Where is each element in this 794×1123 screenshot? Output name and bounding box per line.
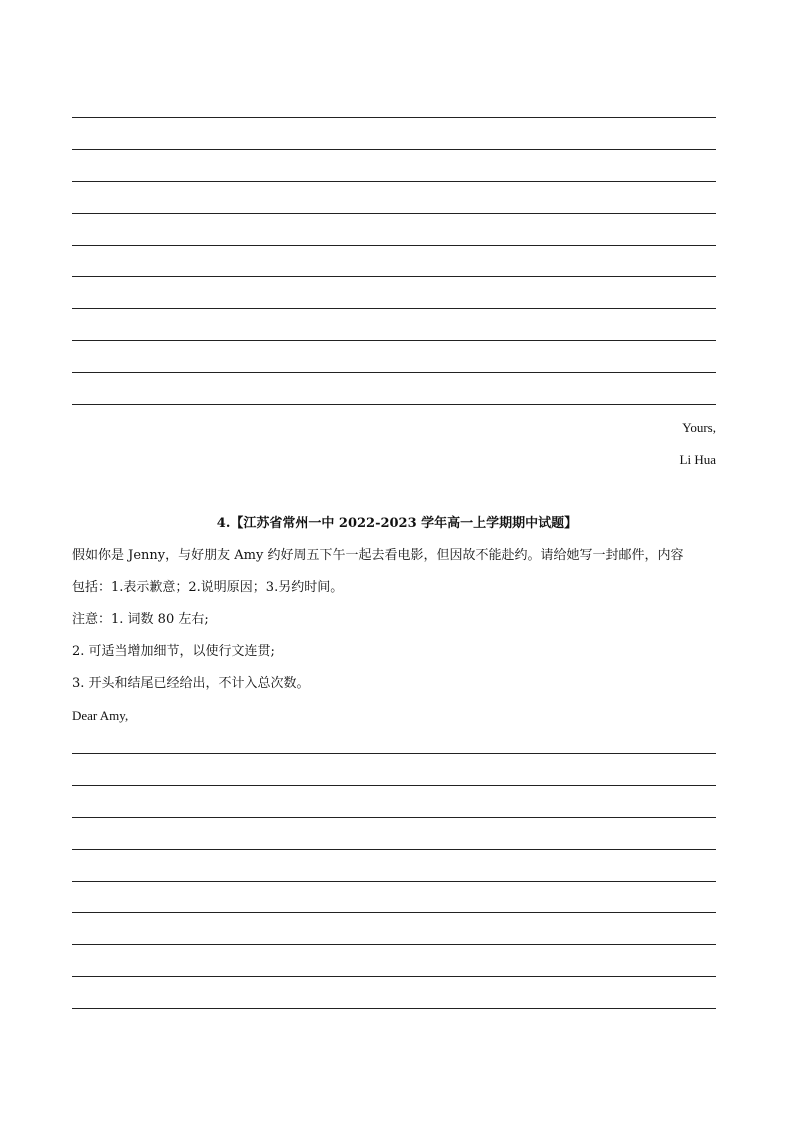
question-title: 4.【江苏省常州一中 2022-2023 学年高一上学期期中试题】 [216, 516, 578, 531]
answer-line[interactable] [72, 181, 716, 182]
answer-line[interactable] [72, 944, 716, 945]
answer-line[interactable] [72, 912, 716, 913]
answer-line[interactable] [72, 308, 716, 309]
answer-line[interactable] [72, 785, 716, 786]
letter-greeting: Dear Amy, [72, 708, 129, 723]
answer-line[interactable] [72, 245, 716, 246]
answer-line[interactable] [72, 881, 716, 882]
question-prompt-line-1: 假如你是 Jenny，与好朋友 Amy 约好周五下午一起去看电影，但因故不能赴约。请给她写一封邮件，内容 [72, 548, 684, 563]
answer-line[interactable] [72, 149, 716, 150]
answer-line[interactable] [72, 340, 716, 341]
question-note-3: 3. 开头和结尾已经给出，不计入总次数。 [72, 676, 310, 691]
answer-line[interactable] [72, 372, 716, 373]
answer-line[interactable] [72, 817, 716, 818]
answer-line[interactable] [72, 753, 716, 754]
question-prompt-line-2: 包括：1.表示歉意；2.说明原因；3.另约时间。 [72, 580, 344, 595]
answer-line[interactable] [72, 117, 716, 118]
letter-signature: Li Hua [679, 452, 716, 467]
answer-line[interactable] [72, 276, 716, 277]
answer-line[interactable] [72, 1008, 716, 1009]
question-note-1: 注意：1. 词数 80 左右; [72, 612, 209, 627]
question-note-2: 2. 可适当增加细节，以使行文连贯; [72, 644, 275, 659]
answer-line[interactable] [72, 404, 716, 405]
answer-line[interactable] [72, 976, 716, 977]
answer-line[interactable] [72, 849, 716, 850]
letter-closing: Yours, [682, 420, 716, 435]
answer-line[interactable] [72, 213, 716, 214]
